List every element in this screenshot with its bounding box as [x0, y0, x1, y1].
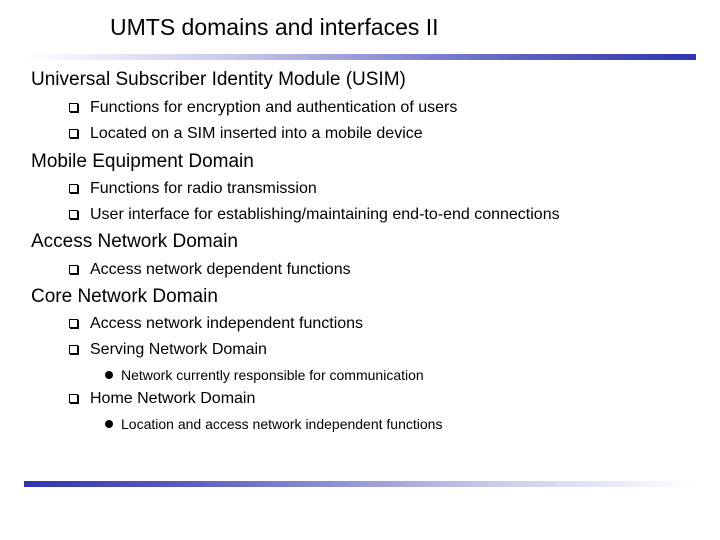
section-heading-core-network: Core Network Domain	[31, 286, 218, 307]
sub-list-item: Network currently responsible for communication	[121, 367, 424, 383]
list-item: Located on a SIM inserted into a mobile device	[90, 125, 423, 142]
list-item: Serving Network Domain	[90, 341, 267, 358]
square-bullet-icon	[69, 319, 78, 328]
list-item: Functions for encryption and authentication of users	[90, 99, 458, 116]
square-bullet-icon	[69, 184, 78, 193]
round-bullet-icon	[105, 371, 113, 379]
square-bullet-icon	[69, 210, 78, 219]
section-heading-usim: Universal Subscriber Identity Module (USIM)	[31, 69, 406, 90]
square-bullet-icon	[69, 394, 78, 403]
square-bullet-icon	[69, 129, 78, 138]
square-bullet-icon	[69, 103, 78, 112]
footer-rule	[24, 481, 696, 487]
list-item: Access network independent functions	[90, 315, 364, 332]
round-bullet-icon	[105, 420, 113, 428]
sub-list-item: Location and access network independent functions	[121, 416, 443, 432]
square-bullet-icon	[69, 265, 78, 274]
section-heading-access-network: Access Network Domain	[31, 231, 238, 252]
list-item: Access network dependent functions	[90, 261, 351, 278]
list-item: User interface for establishing/maintaining end-to-end connections	[90, 206, 560, 223]
square-bullet-icon	[69, 345, 78, 354]
title-underline	[24, 54, 696, 60]
section-heading-mobile-equipment: Mobile Equipment Domain	[31, 151, 254, 172]
slide-title: UMTS domains and interfaces II	[110, 14, 439, 40]
list-item: Home Network Domain	[90, 390, 256, 407]
list-item: Functions for radio transmission	[90, 180, 317, 197]
